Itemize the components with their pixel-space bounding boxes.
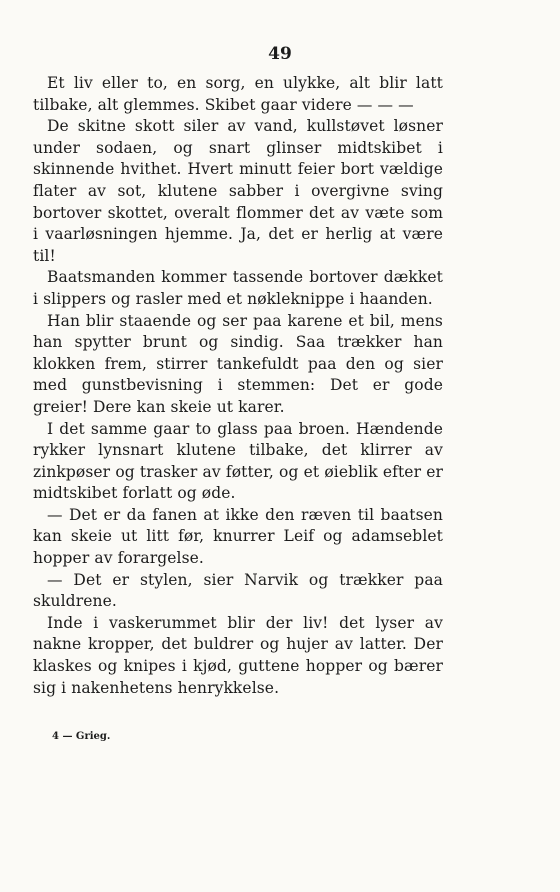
paragraph: Et liv eller to, en sorg, en ulykke, alt blir latt tilbake, alt glemmes. Skibet gaar videre — — —	[33, 74, 443, 114]
body-text	[33, 73, 443, 699]
paragraph: Inde i vaskerummet blir der liv! det lyser av nakne kropper, det buldrer og hujer av latter. Der klaskes og knipes i kjød, guttene hopper og bærer sig i nakenhetens henrykkelse.	[33, 613, 443, 697]
paragraph: I det samme gaar to glass paa broen. Hændende rykker lynsnart klutene tilbake, det klirrer av zinkpøser og trasker av føtter, og et øieblik efter er midtskibet forlatt og øde.	[33, 419, 443, 503]
paragraph: Han blir staaende og ser paa karene et bil, mens han spytter brunt og sindig. Saa trækker han klokken frem, stirrer tankefuldt paa den og sier med gunstbevisning i stemmen: Det er gode greier! Dere kan skeie ut karer.	[33, 311, 443, 416]
paragraph: Baatsmanden kommer tassende bortover dækket i slippers og rasler med et nøkleknippe i haanden.	[33, 268, 443, 308]
page-number: 49	[268, 44, 292, 64]
paragraph: — Det er da fanen at ikke den ræven til baatsen kan skeie ut litt før, knurrer Leif og adamseblet hopper av forargelse.	[33, 505, 443, 568]
paragraph: — Det er stylen, sier Narvik og trækker paa skuldrene.	[33, 570, 443, 611]
paragraph: De skitne skott siler av vand, kullstøvet løsner under sodaen, og snart glinser midtskibet i skinnende hvithet. Hvert minutt feier bort vældige flater av sot, klutene sabber i overgivne sving bortover skottet, overalt flommer det av væte som i vaarløsningen hjemme. Ja, det er herlig at være til!	[33, 117, 443, 265]
signature-mark: 4 — Grieg.	[52, 731, 111, 742]
